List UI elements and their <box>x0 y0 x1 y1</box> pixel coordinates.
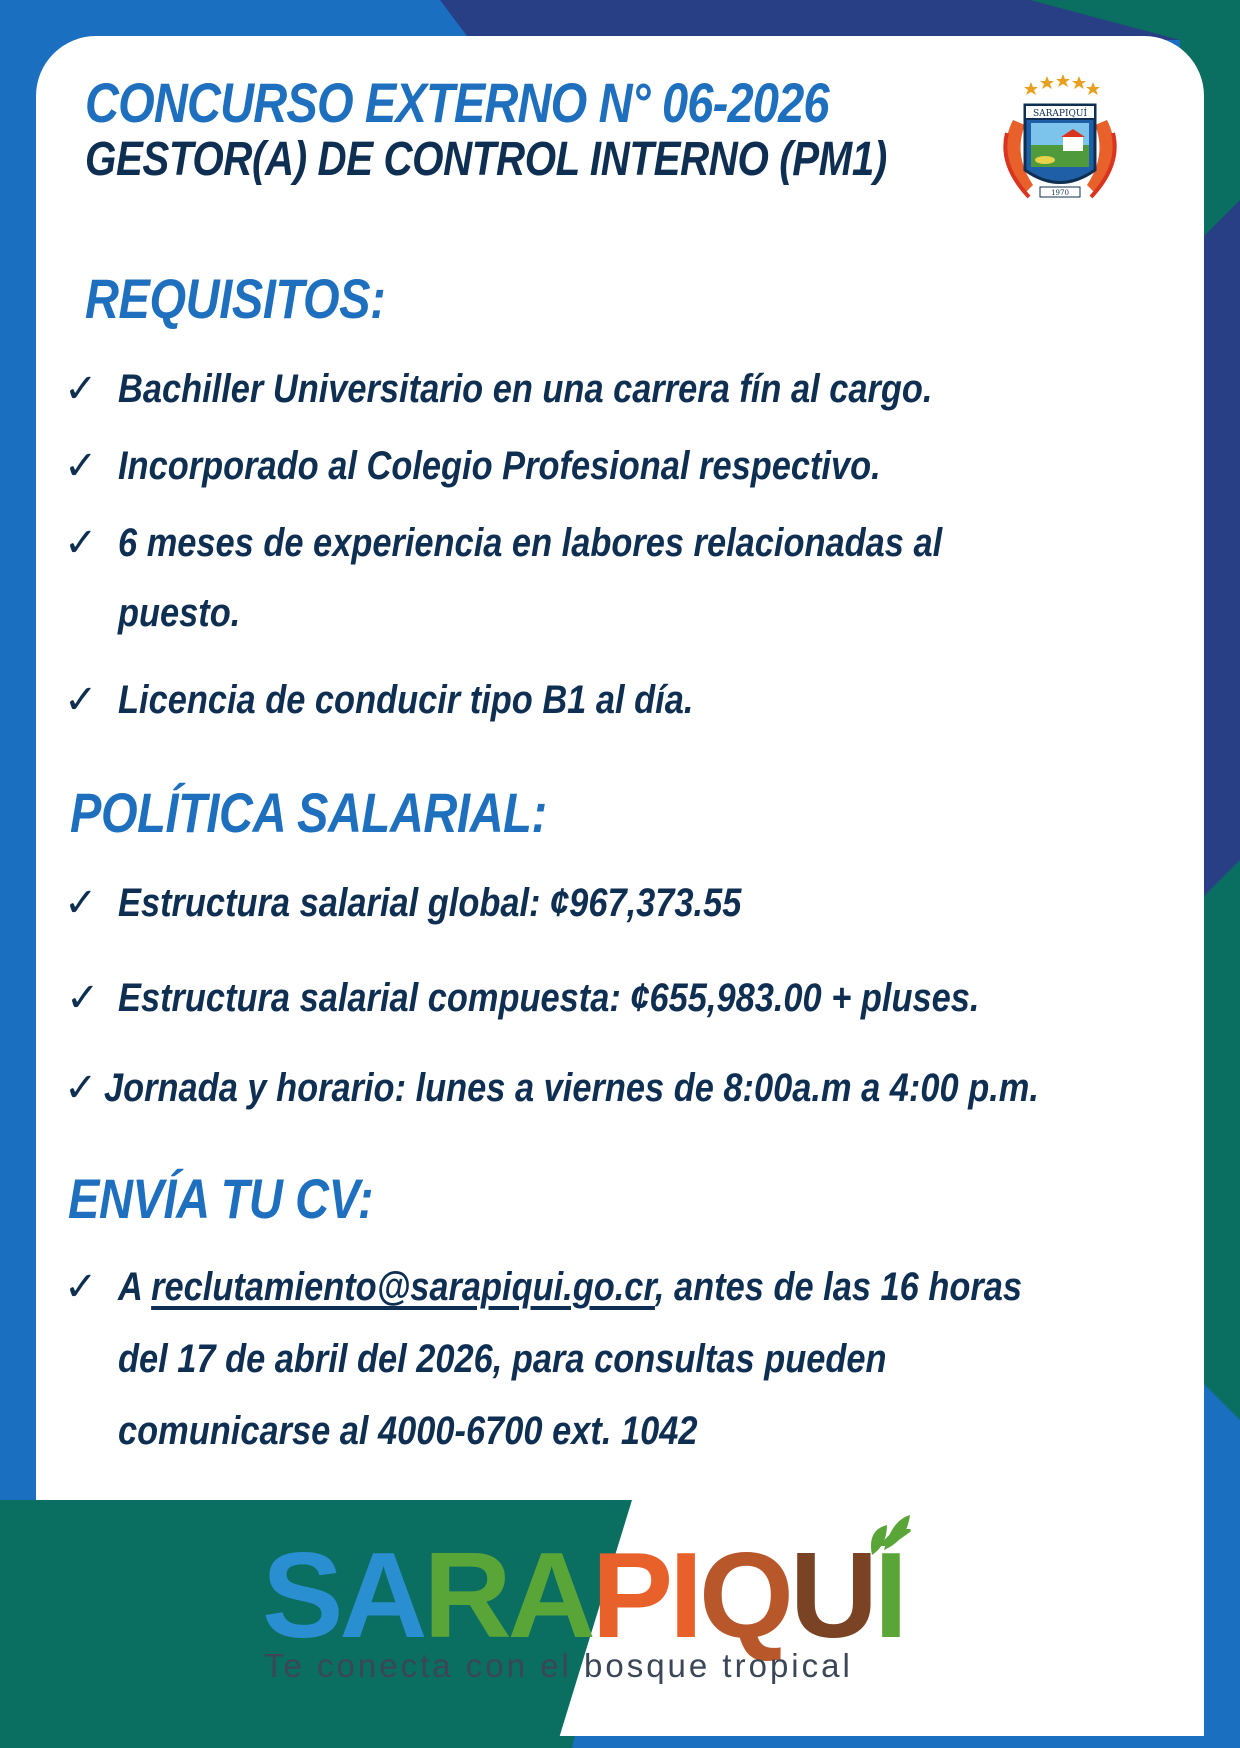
checkmark-icon: ✓ <box>64 366 98 412</box>
logo-letter: R <box>423 1527 508 1663</box>
sarapiqui-logo <box>262 1510 912 1690</box>
list-item: Estructura salarial compuesta: ¢655,983.00 + pluses. <box>118 976 980 1020</box>
email-link[interactable]: reclutamiento@sarapiqui.go.cr <box>151 1265 655 1309</box>
cv-prefix: A <box>118 1265 152 1309</box>
salary-heading: POLÍTICA SALARIAL: <box>70 781 547 844</box>
list-item: Jornada y horario: lunes a viernes de 8:00a.m a 4:00 p.m. <box>104 1066 1039 1110</box>
checkmark-icon: ✓ <box>64 1264 98 1310</box>
checkmark-icon: ✓ <box>64 1065 98 1111</box>
send-cv-heading: ENVÍA TU CV: <box>68 1167 374 1230</box>
cv-line-1-rest: , antes de las 16 horas <box>654 1265 1023 1309</box>
logo-letter: Í <box>874 1527 904 1663</box>
logo-letter: Q <box>698 1527 790 1663</box>
cv-line-1 <box>118 1252 1022 1322</box>
list-item: Estructura salarial global: ¢967,373.55 <box>118 881 742 925</box>
checkmark-icon: ✓ <box>64 880 98 926</box>
seal-year: 1970 <box>1051 189 1069 197</box>
seal-label: SARAPIQUÍ <box>1032 109 1088 119</box>
list-item-continuation: puesto. <box>118 591 241 635</box>
logo-letter: A <box>507 1527 592 1663</box>
logo-letter: S <box>262 1527 340 1663</box>
list-item: Bachiller Universitario en una carrera fín al cargo. <box>118 367 933 411</box>
page-title: CONCURSO EXTERNO N° 06-2026 <box>85 71 829 134</box>
checkmark-icon: ✓ <box>66 975 100 1021</box>
list-item: 6 meses de experiencia en labores relacionadas al <box>118 521 943 565</box>
list-item: Licencia de conducir tipo B1 al día. <box>118 678 694 722</box>
logo-letter: I <box>669 1527 699 1663</box>
requirements-heading: REQUISITOS: <box>85 267 386 330</box>
logo-letter: U <box>789 1527 874 1663</box>
logo-tagline: Te conecta con el bosque tropical <box>264 1647 853 1684</box>
position-subtitle: GESTOR(A) DE CONTROL INTERNO (PM1) <box>85 133 887 186</box>
cv-line-2: del 17 de abril del 2026, para consultas pueden <box>118 1337 887 1381</box>
logo-letter: P <box>591 1527 670 1663</box>
logo-letter: A <box>339 1527 424 1663</box>
checkmark-icon: ✓ <box>64 520 98 566</box>
municipal-seal-icon <box>995 75 1125 210</box>
logo-wordmark <box>262 1527 904 1663</box>
checkmark-icon: ✓ <box>64 677 98 723</box>
list-item: Incorporado al Colegio Profesional respectivo. <box>118 444 881 488</box>
cv-line-3: comunicarse al 4000-6700 ext. 1042 <box>118 1409 698 1453</box>
checkmark-icon: ✓ <box>64 443 98 489</box>
